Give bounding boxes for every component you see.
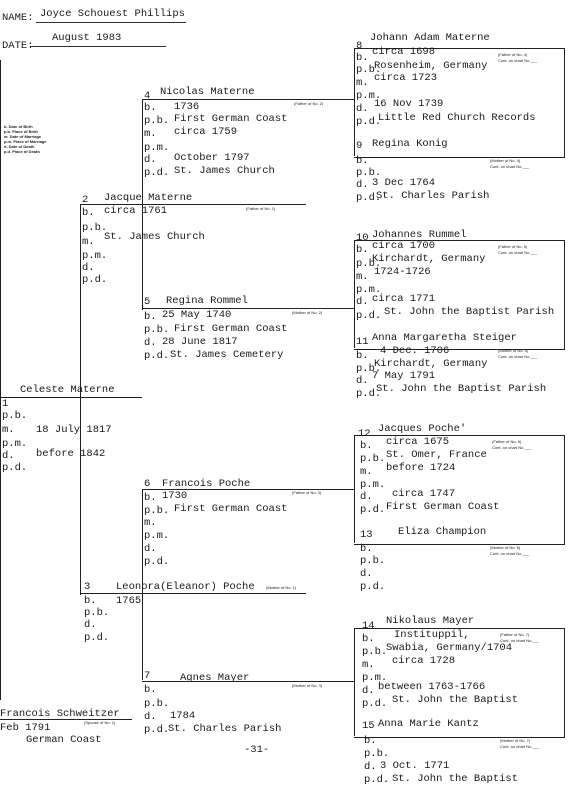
field-label: d. [360,568,373,580]
legend-item: p.m. Place of Marriage [4,139,47,144]
field-label: d. [356,375,369,387]
person-name: Agnes Mayer [180,672,250,684]
death-place: St. James Cemetery [170,349,284,361]
relation-note: (Mother of No. 4) [490,158,521,163]
legend-item: b. Date of Birth [4,124,33,129]
field-label: p.b. [144,505,170,517]
connector-line [354,240,355,348]
death-place: St. John the Baptist [392,694,519,706]
field-label: m. [356,271,369,283]
field-label: p.d. [2,462,28,474]
field-label: p.d. [356,310,382,322]
relation-note: (Father of No. 1) [246,206,276,211]
person-name: Eliza Champion [398,526,487,538]
field-label: p.b. [144,698,170,710]
person-number: 6 [144,478,151,490]
continuation-note: Cont. on chart No.___ [500,744,540,749]
marriage-date: 1724-1726 [374,266,431,278]
field-label: m. [360,466,373,478]
field-label: p.d. [360,581,386,593]
death-place: St. John the Baptist Parish [376,383,547,395]
field-label: p.d. [144,724,170,736]
page-number: -31- [244,744,270,756]
field-label: p.d. [144,556,170,568]
person-number: 10 [356,232,369,244]
field-label: b. [144,684,157,696]
person-name: Jacques Poche' [378,423,467,435]
field-label: p.m. [144,530,170,542]
compiler-name: Joyce Schouest Phillips [40,8,185,20]
person-name: Johannes Rummel [372,229,467,241]
field-label: m. [356,77,369,89]
field-label: p.b. [82,222,108,234]
birth-date: 1765 [116,595,142,607]
field-label: d. [144,154,157,166]
field-label: p.d. [362,698,388,710]
relation-note: (Mother of No. 2) [292,310,323,315]
person-number: 15 [362,720,375,732]
field-label: b. [144,492,157,504]
date-underline [30,46,166,47]
field-label: p.b. [364,748,390,760]
death-date: 1784 [170,710,196,722]
field-label: b. [356,52,369,64]
field-label: m. [2,424,15,436]
person-number: 12 [358,428,371,440]
death-place: St. John the Baptist Parish [384,306,555,318]
marriage-date: circa 1728 [392,655,456,667]
connector-line [354,48,355,156]
person-number: 13 [360,529,373,541]
chart-date: August 1983 [52,32,122,44]
person-number: 5 [144,296,151,308]
death-place: First German Coast [386,501,500,513]
death-date: between 1763-1766 [378,681,486,693]
field-label: p.d. [356,192,382,204]
field-label: p.b. [362,646,388,658]
birth-date: 4 Dec. 1706 [380,345,450,357]
person-name: Nikolaus Mayer [386,615,475,627]
field-label: b. [84,595,97,607]
birth-date: circa 1698 [372,46,436,58]
name-line [142,681,354,682]
connector-line [354,628,355,736]
field-label: b. [364,735,377,747]
person-number: 11 [356,336,369,348]
death-date: 3 Dec 1764 [372,177,436,189]
marriage-date: circa 1759 [174,126,238,138]
person-name: Anna Marie Kantz [378,718,479,730]
field-label: d. [356,179,369,191]
field-label: b. [360,440,373,452]
person-number: 9 [356,140,363,152]
field-label: m. [362,659,375,671]
continuation-note: Cont. on chart No.___ [498,58,538,63]
birth-place: Kirchardt, Germany [374,358,488,370]
field-label: d. [362,685,375,697]
field-label: d. [2,450,15,462]
person-name: Johann Adam Materne [370,32,490,44]
legend-item: p.d. Place of Death [4,149,40,154]
continuation-note: Cont. on chart No.___ [498,250,538,255]
connector-line [0,60,1,400]
relation-note: (Father of No. 6) [492,439,522,444]
field-label: p.m. [2,438,28,450]
marriage-place: St. James Church [104,231,205,243]
person-name: Nicolas Materne [160,86,255,98]
person-name: Jacque Materne [104,192,193,204]
person-number: 14 [362,620,375,632]
birth-place: St. Omer, France [386,449,487,461]
field-label: p.b. [84,607,110,619]
field-label: p.b. [144,115,170,127]
relation-note: (Mother of No. 1) [266,585,297,590]
name-label: NAME: [2,12,34,24]
name-line [142,99,354,100]
marriage-date: 18 July 1817 [36,424,112,436]
field-label: b. [356,350,369,362]
field-label: p.d. [356,116,382,128]
spouse-line: German Coast [26,734,102,746]
person-name: Regina Konig [372,138,448,150]
person-number: 1 [2,398,9,410]
relation-note: (Mother of No. 3) [292,683,323,688]
person-number: 2 [82,194,89,206]
field-label: p.m. [362,672,388,684]
death-date: before 1842 [36,448,106,460]
field-label: b. [82,207,95,219]
field-label: d. [84,619,97,631]
continuation-note: Cont. on chart No.___ [500,638,540,643]
birth-date: circa 1761 [104,205,168,217]
birth-date: 1736 [174,101,200,113]
field-label: p.b. [360,453,386,465]
field-label: p.m. [356,90,382,102]
connector-line [354,435,355,543]
death-date: circa 1747 [392,488,456,500]
death-place: St. James Church [174,165,275,177]
field-label: d. [356,296,369,308]
person-name: Celeste Materne [20,384,115,396]
continuation-note: Cont. on chart No.___ [498,354,538,359]
field-label: b. [362,633,375,645]
death-date: 7 May 1791 [372,370,436,382]
date-label: DATE: [2,40,34,52]
person-name: Leonora(Eleanor) Poche [116,581,255,593]
field-label: d. [144,711,157,723]
connector-line [80,205,81,595]
field-label: d. [144,543,157,555]
birth-date: Instituppil, [394,629,470,641]
death-date: October 1797 [174,152,250,164]
birth-place: Kirchardt, Germany [372,253,486,265]
relation-note: (Father of No. 2) [294,101,324,106]
field-label: d. [356,103,369,115]
death-date: 28 June 1817 [162,336,238,348]
field-label: p.b. [356,167,382,179]
person-name: Francois Poche [162,478,251,490]
field-label: p.d. [360,504,386,516]
marriage-date: circa 1723 [374,72,438,84]
field-label: b. [356,155,369,167]
legend-item: m. Date of Marriage [4,134,42,139]
person-number: 8 [356,40,363,52]
field-label: p.b. [2,410,28,422]
birth-place: Swabia, Germany/1704 [386,642,513,654]
field-label: p.d. [82,274,108,286]
birth-date: 25 May 1740 [162,309,232,321]
birth-place: First German Coast [174,503,288,515]
person-number: 4 [144,90,151,102]
birth-place: First German Coast [174,113,288,125]
field-label: p.b. [356,258,382,270]
field-label: p.m. [144,142,170,154]
field-label: p.b. [144,324,170,336]
field-label: b. [144,102,157,114]
death-date: circa 1771 [372,293,436,305]
field-label: d. [364,761,377,773]
birth-date: circa 1700 [372,240,436,252]
relation-note: (Father of No. 4) [498,52,528,57]
spouse-note: (Spouse of No. 1) [84,720,116,725]
birth-place: First German Coast [174,323,288,335]
birth-date: circa 1675 [386,436,450,448]
field-label: p.b. [360,555,386,567]
legend [4,124,46,154]
field-label: m. [144,128,157,140]
field-label: p.d. [144,167,170,179]
legend-item: d. Date of Death [4,144,35,149]
birth-date: 1730 [162,490,188,502]
field-label: m. [144,517,157,529]
field-label: d. [82,262,95,274]
spouse-line: Feb 1791 [0,722,51,734]
death-date: 3 Oct. 1771 [380,760,450,772]
field-label: p.d. [364,774,390,786]
field-label: d. [360,491,373,503]
field-label: p.m. [356,284,382,296]
death-date: 16 Nov 1739 [374,98,444,110]
field-label: d. [144,337,157,349]
field-label: p.d. [356,388,382,400]
legend-item: p.b. Place of Birth [4,129,39,134]
marriage-date: before 1724 [386,462,456,474]
death-place: St. Charles Parish [168,723,282,735]
relation-note: (Father of No. 5) [498,244,528,249]
name-underline [36,22,186,23]
field-label: p.m. [360,479,386,491]
spouse-name: Francois Schweitzer [0,708,120,720]
field-label: p.m. [82,250,108,262]
field-label: p.b. [356,363,382,375]
continuation-note: Cont. on chart No.___ [490,164,530,169]
field-label: b. [144,311,157,323]
field-label: m. [82,236,95,248]
field-label: p.b. [356,64,382,76]
person-number: 3 [84,581,91,593]
name-line [0,397,142,398]
field-label: p.d. [84,632,110,644]
field-label: b. [360,543,373,555]
field-label: p.d. [144,350,170,362]
continuation-note: Cont. on chart No.___ [490,551,530,556]
relation-note: (Mother of No. 7) [500,738,531,743]
field-label: b. [356,244,369,256]
death-place: St. Charles Parish [376,190,490,202]
person-name: Regina Rommel [166,295,248,307]
birth-place: Rosenheim, Germany [374,60,488,72]
name-line [80,593,306,594]
relation-note: (Mother of No. 5) [498,348,529,353]
death-place: St. John the Baptist [392,773,519,785]
relation-note: (Mother of No. 6) [490,545,521,550]
person-name: Anna Margaretha Steiger [372,332,517,344]
death-place: Little Red Church Records [378,112,536,124]
relation-note: (Father of No. 7) [500,632,530,637]
connector-line [0,400,1,700]
relation-note: (Father of No. 3) [292,490,322,495]
continuation-note: Cont. on chart No.___ [492,445,532,450]
person-number: 7 [144,670,151,682]
